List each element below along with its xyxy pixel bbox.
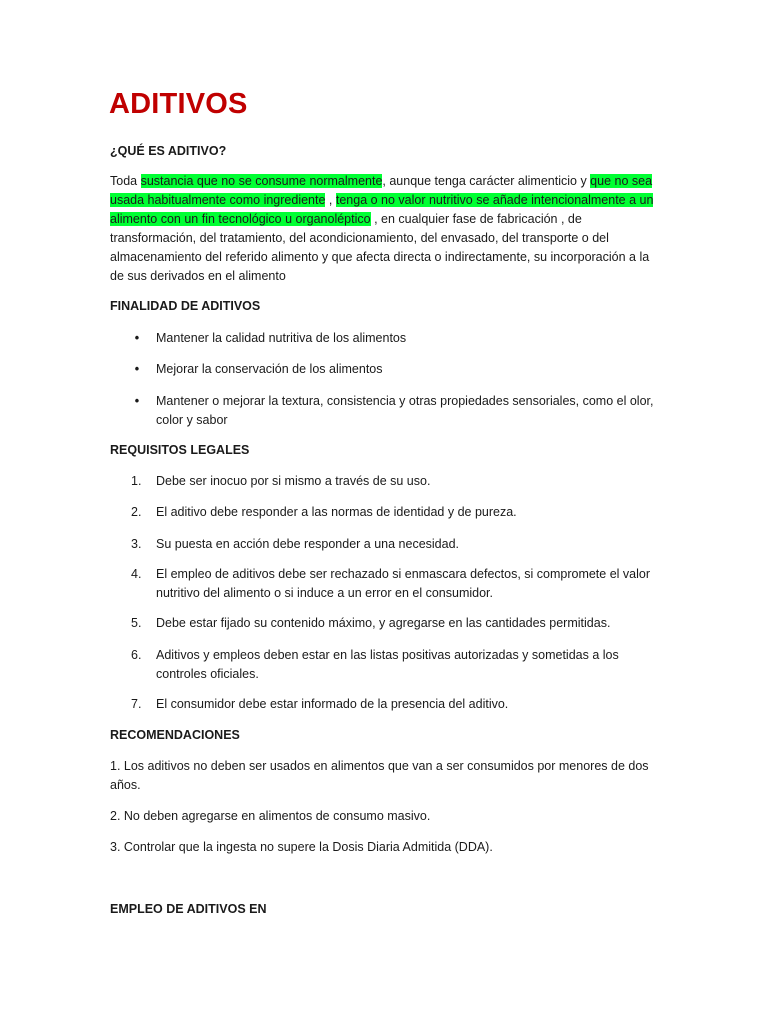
legal-list-item bbox=[131, 646, 661, 684]
document-title: ADITIVOS bbox=[109, 88, 248, 120]
bullet-icon: • bbox=[134, 362, 140, 376]
purpose-item-text: Mejorar la conservación de los alimentos bbox=[156, 362, 383, 376]
purpose-list-item bbox=[134, 360, 661, 379]
legal-item-text: El empleo de aditivos debe ser rechazado si enmascara defectos, si compromete el valor nutritivo del alimento o si induce a un error en el consumidor. bbox=[156, 567, 651, 600]
definition-text-1: Toda bbox=[110, 174, 141, 188]
purpose-list-item bbox=[134, 392, 661, 430]
definition-text-2: , aunque tenga carácter alimenticio y bbox=[382, 174, 591, 188]
purpose-item-text: Mantener la calidad nutritiva de los alimentos bbox=[156, 331, 407, 345]
recommendation-item: 2. No deben agregarse en alimentos de consumo masivo. bbox=[110, 809, 431, 823]
bullet-icon: • bbox=[134, 331, 140, 345]
legal-list-item bbox=[131, 614, 661, 633]
recommendation-item: 1. Los aditivos no deben ser usados en alimentos que van a ser consumidos por menores de dos años. bbox=[110, 759, 649, 792]
purpose-list-item bbox=[134, 329, 661, 348]
legal-list-item bbox=[131, 472, 661, 491]
bullet-icon: • bbox=[134, 394, 140, 408]
list-number: 7. bbox=[131, 697, 142, 711]
list-number: 6. bbox=[131, 648, 142, 662]
legal-list-item bbox=[131, 695, 661, 714]
definition-text-4: , en cualquier fase de fabricación , de transformación, del tratamiento, del acondicionamiento, del envasado, del transporte o del almacenamiento del referido alimento y que afecta directa o indirectamente, su incorporación a la de sus derivados en el alimento bbox=[110, 212, 650, 283]
recommendation-item: 3. Controlar que la ingesta no supere la Dosis Diaria Admitida (DDA). bbox=[110, 840, 493, 854]
purpose-item-text: Mantener o mejorar la textura, consistencia y otras propiedades sensoriales, como el olor, color y sabor bbox=[156, 394, 654, 427]
legal-list-item bbox=[131, 503, 661, 522]
legal-item-text: El consumidor debe estar informado de la presencia del aditivo. bbox=[156, 697, 509, 711]
definition-highlight-2: que no sea usada habitualmente como ingrediente bbox=[110, 174, 653, 207]
legal-item-text: Debe ser inocuo por si mismo a través de su uso. bbox=[156, 474, 431, 488]
heading-recommendations: RECOMENDACIONES bbox=[110, 728, 240, 742]
legal-item-text: Debe estar fijado su contenido máximo, y agregarse en las cantidades permitidas. bbox=[156, 616, 611, 630]
legal-item-text: Su puesta en acción debe responder a una necesidad. bbox=[156, 537, 460, 551]
heading-what-is-additive: ¿QUÉ ES ADITIVO? bbox=[110, 144, 227, 158]
legal-list-item bbox=[131, 535, 661, 554]
heading-legal-requirements: REQUISITOS LEGALES bbox=[110, 443, 250, 457]
heading-purpose: FINALIDAD DE ADITIVOS bbox=[110, 299, 261, 313]
list-number: 4. bbox=[131, 567, 142, 581]
definition-text-3: , bbox=[325, 193, 336, 207]
definition-paragraph bbox=[110, 172, 655, 286]
heading-use-of-additives: EMPLEO DE ADITIVOS EN bbox=[110, 902, 267, 916]
legal-item-text: El aditivo debe responder a las normas de identidad y de pureza. bbox=[156, 505, 517, 519]
list-number: 3. bbox=[131, 537, 142, 551]
list-number: 1. bbox=[131, 474, 142, 488]
legal-item-text: Aditivos y empleos deben estar en las listas positivas autorizadas y sometidas a los controles oficiales. bbox=[156, 648, 619, 681]
list-number: 5. bbox=[131, 616, 142, 630]
list-number: 2. bbox=[131, 505, 142, 519]
definition-highlight-1: sustancia que no se consume normalmente bbox=[140, 174, 383, 188]
legal-list-item bbox=[131, 565, 661, 603]
definition-highlight-3: tenga o no valor nutritivo se añade intencionalmente a un alimento con un fin tecnológico u organoléptico bbox=[110, 193, 654, 226]
